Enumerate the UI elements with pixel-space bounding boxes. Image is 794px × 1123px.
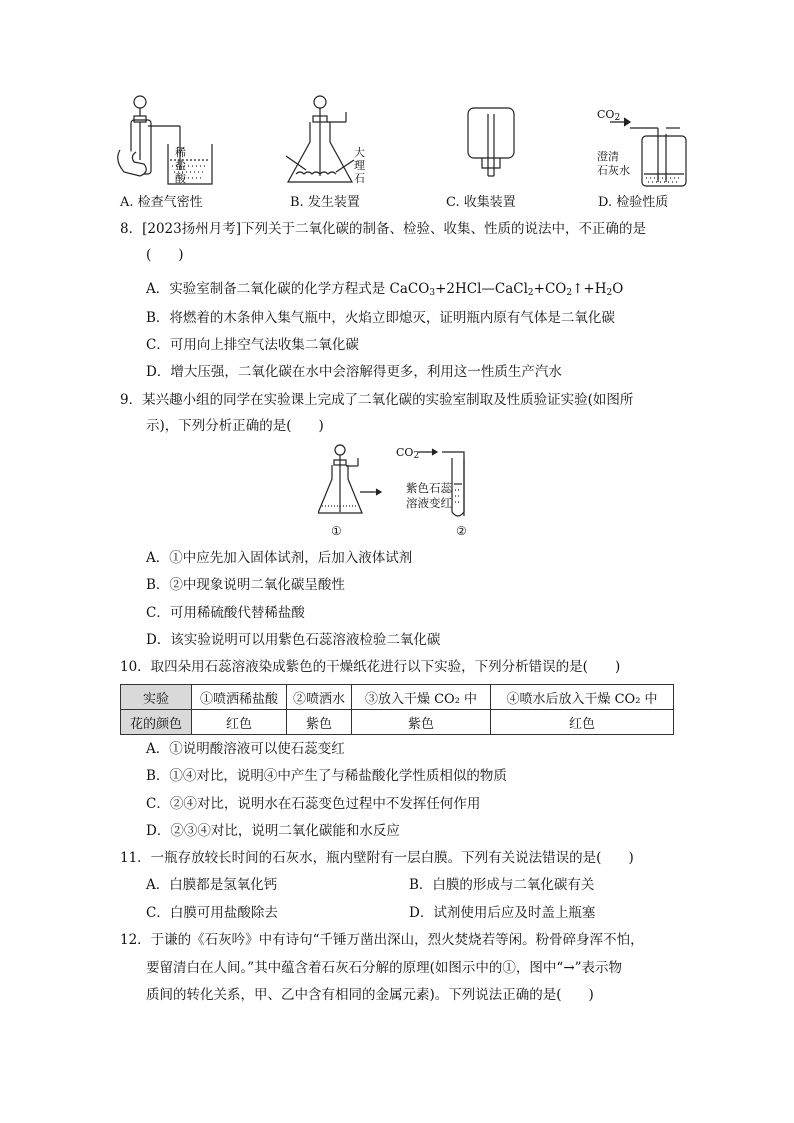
q10-option-c: C．②④对比，说明水在石蕊变色过程中不发挥任何作用 [146, 796, 481, 812]
table-cell: 花的颜色 [121, 710, 192, 735]
q8-option-d: D．增大压强，二氧化碳在水中会溶解得更多，利用这一性质生产汽水 [146, 364, 562, 380]
table-cell: 紫色 [352, 710, 491, 735]
q9-fig-num-1: ① [331, 524, 342, 538]
q11-stem: 11．一瓶存放较长时间的石灰水，瓶内壁附有一层白膜。下列有关说法错误的是( ) [120, 850, 634, 866]
q9-stem-line2: 示)，下列分析正确的是( ) [146, 418, 324, 434]
q9-fig-gas-label: $CO_2$ [396, 446, 420, 461]
figure-c-collection [468, 108, 514, 176]
q10-table [120, 684, 674, 735]
q12-line2: 要留清白在人间。”其中蕴含着石灰石分解的原理(如图示中的①，图中“→”表示物 [146, 960, 623, 976]
q9-option-a: A．①中应先加入固体试剂，后加入液体试剂 [146, 550, 413, 566]
q9-option-d: D．该实验说明可以用紫色石蕊溶液检验二氧化碳 [146, 632, 441, 648]
q11-option-d: D．试剂使用后应及时盖上瓶塞 [409, 905, 596, 921]
q10-stem: 10．取四朵用石蕊溶液染成紫色的干燥纸花进行以下实验，下列分析错误的是( ) [120, 659, 621, 675]
q8-option-b: B．将燃着的木条伸入集气瓶中，火焰立即熄灭，证明瓶内原有气体是二氧化碳 [146, 310, 615, 326]
q10-option-b: B．①④对比，说明④中产生了与稀盐酸化学性质相似的物质 [146, 768, 507, 784]
q8-option-c: C．可用向上排空气法收集二氧化碳 [146, 337, 359, 353]
fig-b-right-label: 大 理 石 [354, 146, 365, 185]
q12-line3: 质间的转化关系，甲、乙中含有相同的金属元素)。下列说法正确的是( ) [146, 987, 594, 1003]
table-cell: ④喷水后放入干燥 CO₂ 中 [491, 685, 674, 710]
table-row [121, 685, 674, 710]
q9-stem-line1: 9．某兴趣小组的同学在实验课上完成了二氧化碳的实验室制取及性质验证实验(如图所 [120, 392, 634, 408]
q8-option-a: A．实验室制备二氧化碳的化学方程式是 $CaCO_3+2HCl—CaCl_2+CO_2↑+H_2O$ [146, 281, 624, 298]
q11-option-b: B．白膜的形成与二氧化碳有关 [409, 877, 595, 893]
caption-c: C. 收集装置 [446, 195, 516, 210]
table-cell: ①喷洒稀盐酸 [192, 685, 287, 710]
table-row [121, 710, 674, 735]
table-cell: 红色 [491, 710, 674, 735]
q9-fig-num-2: ② [456, 524, 467, 538]
q9-fig-solution-label: 紫色石蕊 溶液变红 [406, 481, 452, 510]
table-cell: ③放入干燥 CO₂ 中 [352, 685, 491, 710]
caption-d: D. 检验性质 [598, 195, 669, 210]
q9-option-b: B．②中现象说明二氧化碳呈酸性 [146, 577, 345, 593]
fig-d-gas-label: $CO_2$ [597, 108, 621, 123]
q10-option-d: D．②③④对比，说明二氧化碳能和水反应 [146, 823, 400, 839]
table-cell: 紫色 [287, 710, 352, 735]
q9-option-c: C．可用稀硫酸代替稀盐酸 [146, 605, 305, 621]
figure-b-generation [286, 96, 354, 182]
caption-a: A. 检查气密性 [120, 195, 203, 210]
fig-d-solution-label: 澄清 石灰水 [597, 150, 630, 177]
q10-option-a: A．①说明酸溶液可以使石蕊变红 [146, 741, 345, 757]
q8-paren: ( ) [146, 247, 184, 263]
q11-option-a: A．白膜都是氢氧化钙 [146, 877, 278, 893]
caption-b: B. 发生装置 [290, 195, 360, 210]
table-cell: 红色 [192, 710, 287, 735]
q12-line1: 12．于谦的《石灰吟》中有诗句“千锤万凿出深山，烈火焚烧若等闲。粉骨碎身浑不怕， [120, 932, 644, 948]
fig-b-left-label: 稀 盐 酸 [175, 146, 186, 185]
q8-stem: 8．[2023扬州月考]下列关于二氧化碳的制备、检验、收集、性质的说法中，不正确的是 [120, 221, 646, 237]
table-cell: ②喷洒水 [287, 685, 352, 710]
q11-option-c: C．白膜可用盐酸除去 [146, 905, 278, 921]
figure-a-airtightness [118, 96, 212, 184]
table-cell: 实验 [121, 685, 192, 710]
